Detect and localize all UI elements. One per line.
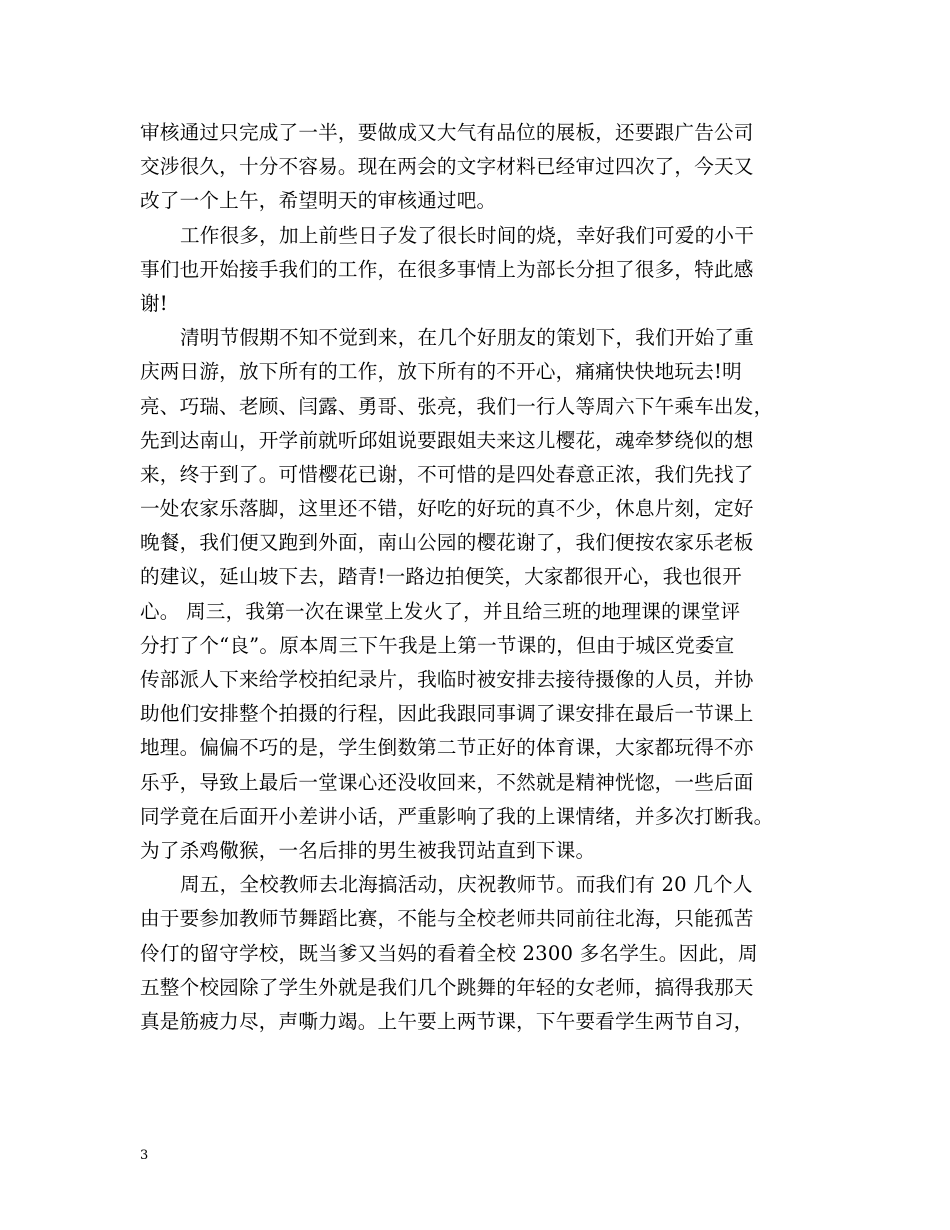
text-line: 晚餐，我们便又跑到外面，南山公园的樱花谢了，我们便按农家乐老板: [140, 531, 754, 555]
text-line: 真是筋疲力尽，声嘶力竭。上午要上两节课，下午要看学生两节自习，: [140, 1009, 754, 1033]
text-line: 地理。偏偏不巧的是，学生倒数第二节正好的体育课，大家都玩得不亦: [140, 736, 754, 760]
text-line: 工作很多，加上前些日子发了很长时间的烧，幸好我们可爱的小干: [180, 223, 755, 247]
text-line: 乐乎，导致上最后一堂课心还没收回来，不然就是精神恍惚，一些后面: [140, 770, 754, 794]
text-line: 清明节假期不知不觉到来，在几个好朋友的策划下，我们开始了重: [180, 326, 755, 350]
text-line: 亮、巧瑞、老顾、闫露、勇哥、张亮，我们一行人等周六下午乘车出发，: [140, 394, 774, 418]
text-line: 一处农家乐落脚，这里还不错，好吃的好玩的真不少，休息片刻，定好: [140, 497, 754, 521]
text-line: 心。 周三，我第一次在课堂上发火了，并且给三班的地理课的课堂评: [140, 599, 741, 623]
text-line: 改了一个上午，希望明天的审核通过吧。: [140, 189, 497, 213]
page-number: 3: [140, 1148, 149, 1163]
text-line: 审核通过只完成了一半，要做成又大气有品位的展板，还要跟广告公司: [140, 121, 754, 144]
text-line: 交涉很久，十分不容易。现在两会的文字材料已经审过四次了，今天又: [140, 155, 754, 179]
text-line: 五整个校园除了学生外就是我们几个跳舞的年轻的女老师，搞得我那天: [140, 975, 754, 999]
text-line: 先到达南山，开学前就听邱姐说要跟姐夫来这儿樱花，魂牵梦绕似的想: [140, 428, 754, 452]
text-line: 周五，全校教师去北海搞活动，庆祝教师节。而我们有 20 几个人: [180, 873, 753, 897]
body-text: [140, 116, 812, 1039]
text-line: 伶仃的留守学校，既当爹又当妈的看着全校 2300 多名学生。因此，周: [140, 941, 758, 965]
text-line: 事们也开始接手我们的工作，在很多事情上为部长分担了很多，特此感: [140, 257, 754, 281]
text-line: 谢!: [140, 291, 168, 315]
text-line: 传部派人下来给学校拍纪录片，我临时被安排去接待摄像的人员，并协: [140, 668, 754, 691]
text-line: 庆两日游，放下所有的工作，放下所有的不开心，痛痛快快地玩去!明: [140, 360, 742, 384]
text-line: 为了杀鸡儆猴，一名后排的男生被我罚站直到下课。: [140, 838, 596, 862]
text-line: 来，终于到了。可惜樱花已谢，不可惜的是四处春意正浓，我们先找了: [140, 462, 754, 486]
text-line: 同学竟在后面开小差讲小话，严重影响了我的上课情绪，并多次打断我。: [140, 804, 774, 828]
text-line: 助他们安排整个拍摄的行程，因此我跟同事调了课安排在最后一节课上: [140, 702, 754, 726]
text-line: 的建议，延山坡下去，踏青!一路边拍便笑，大家都很开心，我也很开: [140, 565, 742, 589]
text-line: 分打了个“良”。原本周三下午我是上第一节课的，但由于城区党委宣: [140, 633, 735, 657]
text-line: 由于要参加教师节舞蹈比赛，不能与全校老师共同前往北海，只能孤苦: [140, 907, 754, 931]
